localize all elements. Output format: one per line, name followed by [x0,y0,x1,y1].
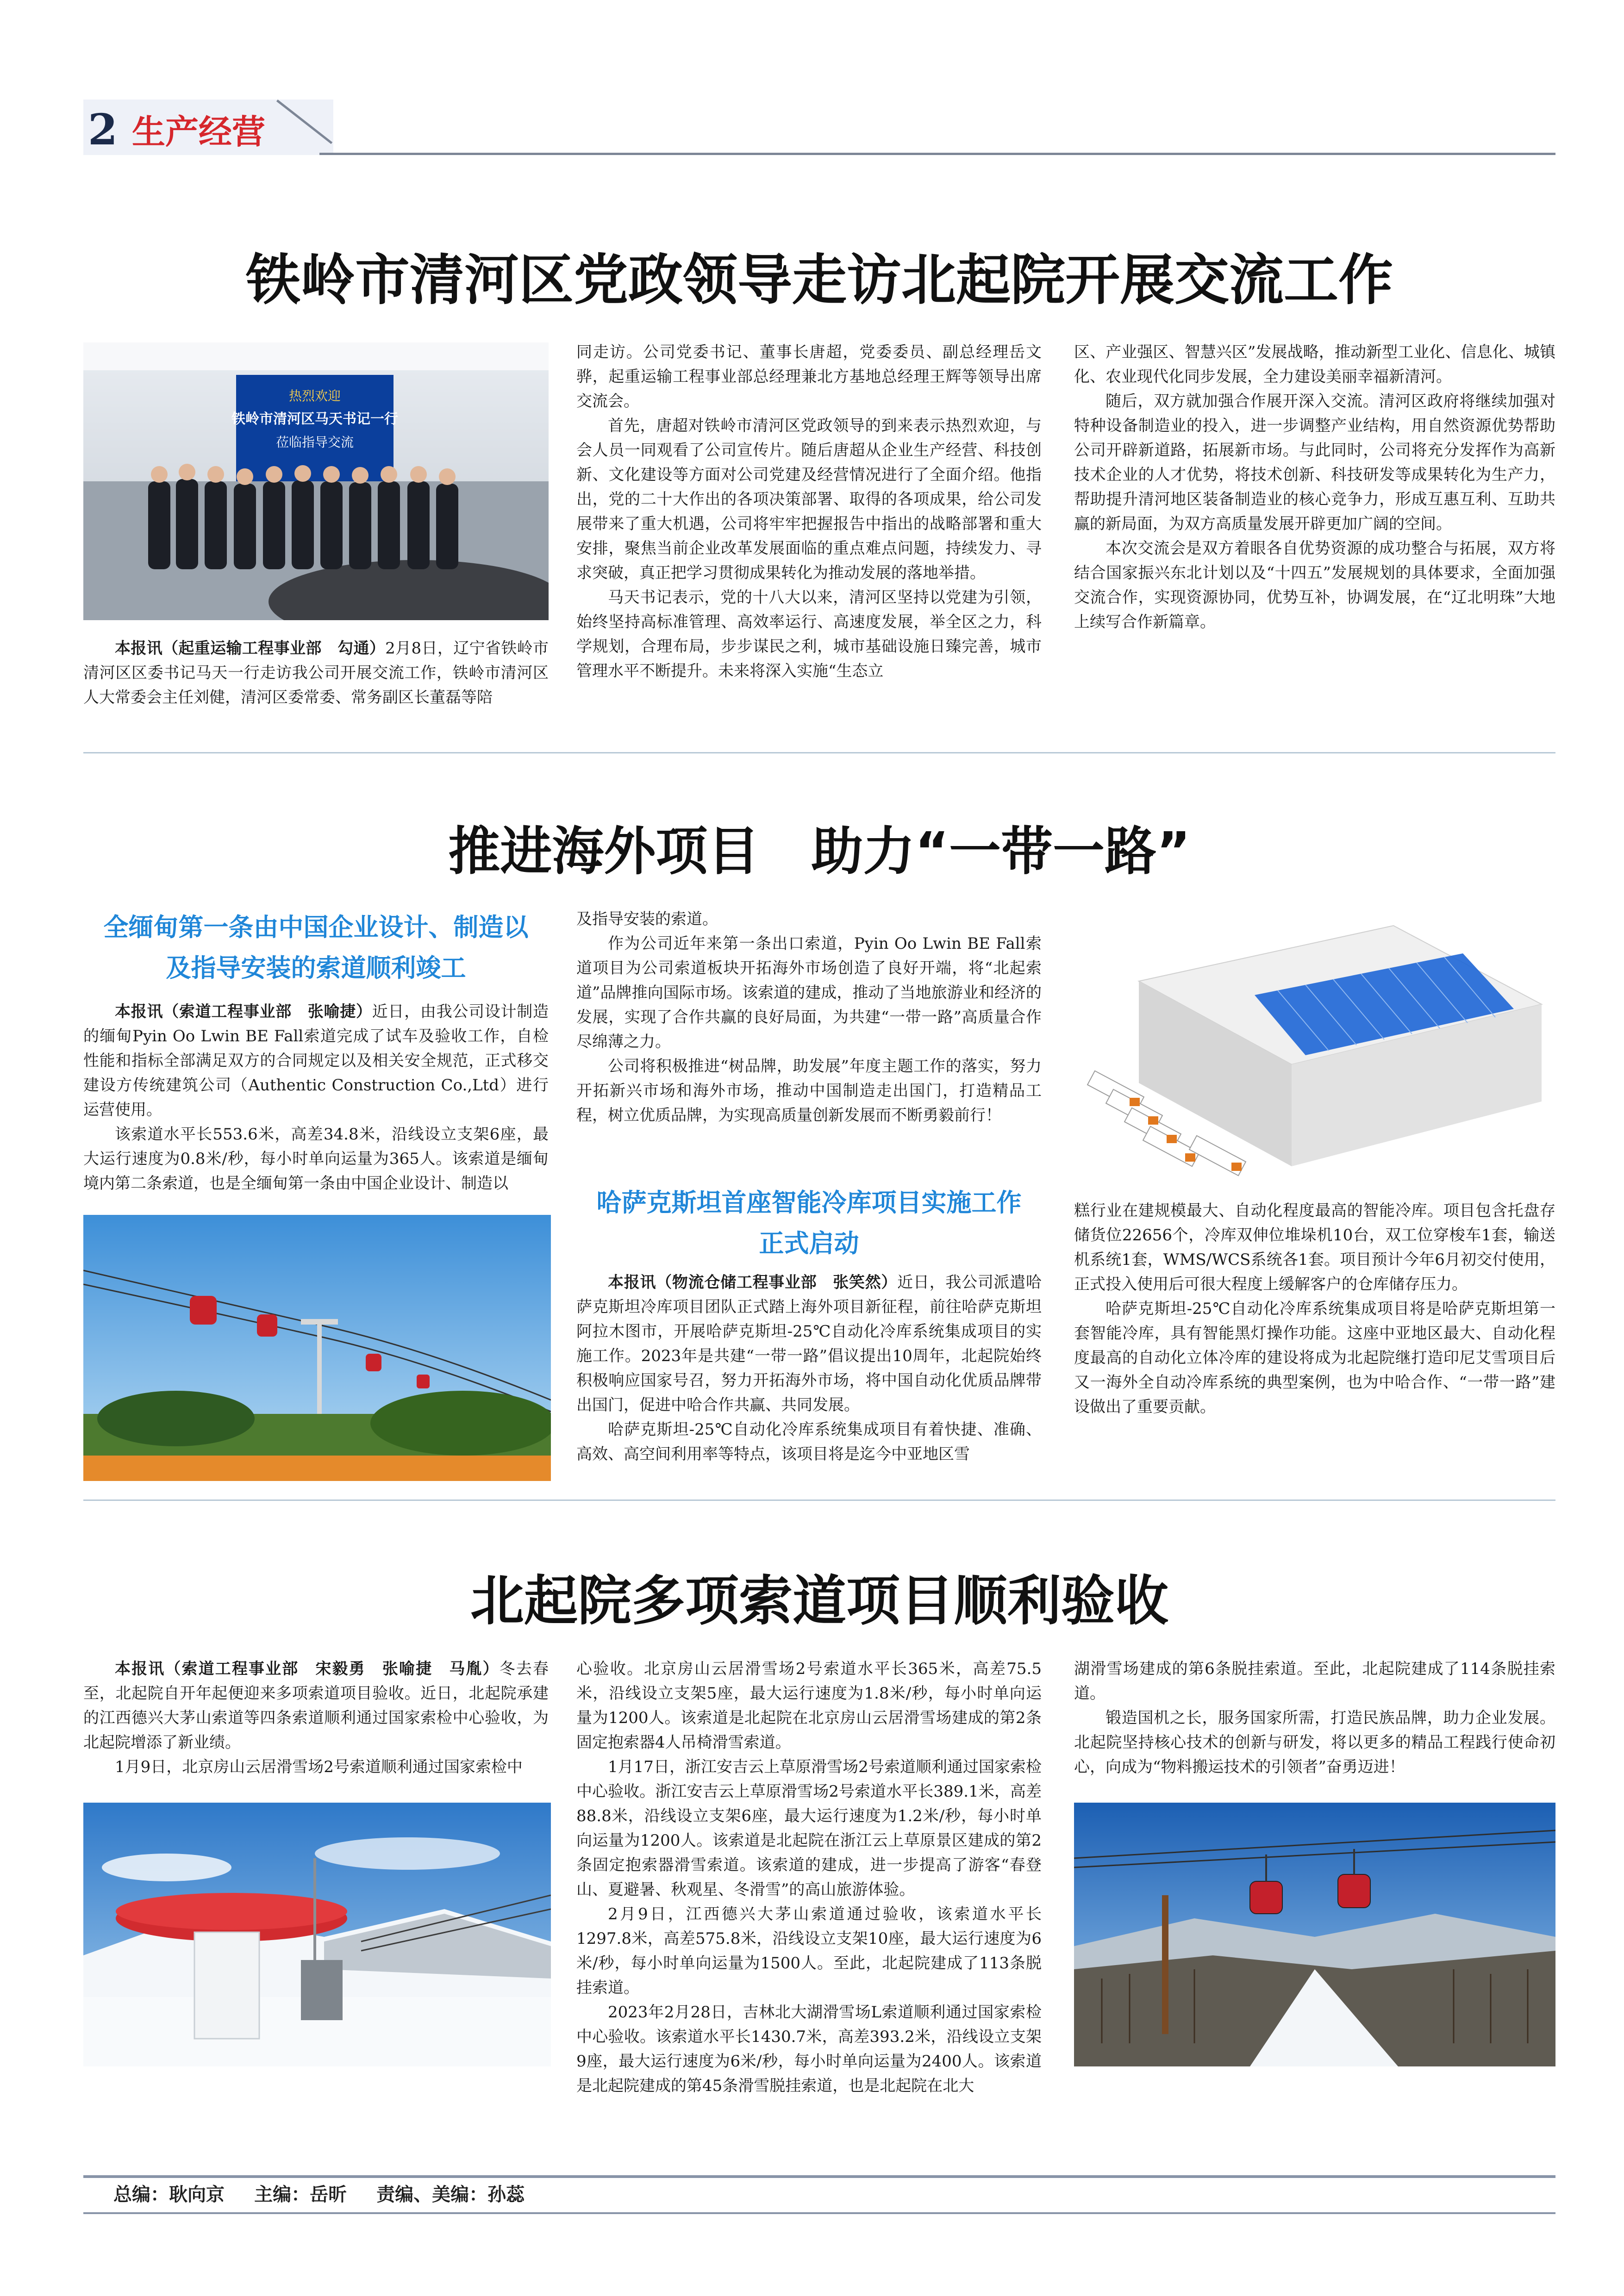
article2-sub2-p2: 哈萨克斯坦-25℃自动化冷库系统集成项目有着快捷、准确、高效、高空间利用率等特点，该项目将是迄今中亚地区雪 [576,1420,1042,1463]
article1-lead: 本报讯（起重运输工程事业部 勾通） [115,639,386,658]
article1-col3-p2: 随后，双方就加强合作展开深入交流。清河区政府将继续加强对特种设备制造业的投入，进一步调整产业结构，用自然资源优势帮助公司开辟新道路，拓展新市场。与此同时，公司将充分发挥作为高新技术企业的人才优势，将技术创新、科技研发等成果转化为生产力，帮助提升清河地区装备制造业的核心竞争力，形成互惠互利、互助共赢的新局面，为双方高质量发展开辟更加广阔的空间。 [1074,392,1555,533]
article1-column3 [1074,340,1555,635]
article3-col1 [83,1657,549,1780]
article3-mid-col [576,1657,1042,2098]
banner-line3: 莅临指导交流 [275,435,354,450]
art-editor: 责编、美编：孙蕊 [376,2184,525,2205]
article3-p2: 1月9日，北京房山云居滑雪场2号索道顺利通过国家索检中 [115,1758,523,1776]
article1-col2-p1: 同走访。公司党委书记、董事长唐超，党委委员、副总经理岳文骅，起重运输工程事业部总经理兼北方基地总经理王辉等领导出席交流会。 [576,343,1042,411]
article1-caption-body: 2月8日，辽宁省铁岭市清河区区委书记马天一行走访我公司开展交流工作，铁岭市清河区人大常委会主任刘健，清河区委常委、常务副区长董磊等陪 [83,639,549,707]
header-divider [319,153,1555,155]
article3-title: 北起院多项索道项目顺利验收 [470,1570,1168,1632]
cold-storage-render [1074,907,1555,1194]
article2-sub1-body [83,1000,549,1196]
article1-col2-p2: 首先，唐超对铁岭市清河区党政领导的到来表示热烈欢迎，与会人员一同观看了公司宣传片。随后唐超从企业生产经营、科技创新、文化建设等方面对公司党建及经营情况进行了全面介绍。他指出，党的二十大作出的各项决策部署、取得的各项成果，给公司发展带来了重大机遇，公司将牢牢把握报告中指出的战略部署和重大安排，聚焦当前企业改革发展面临的重点难点问题，持续发力、寻求突破，真正把学习贯彻成果转化为推动发展的落地举措。 [576,417,1042,582]
article3-mid-p3: 2月9日，江西德兴大茅山索道通过验收，该索道水平长1297.8米，高差575.8米，沿线设立支架10座，最大运行速度为6米/秒，每小时单向运量为1500人。至此，北起院建成了113条脱挂索道。 [576,1905,1042,1997]
gondola-ski-slope-photo [1074,1803,1555,2066]
article1-col2-p3: 马天书记表示，党的十八大以来，清河区坚持以党建为引领，始终坚持高标准管理、高效率运行、高速度发展，举全区之力，科学规划，合理布局，步步谋民之利，城市基础设施日臻完善，城市管理水平不断提升。未来将深入实施“生态立 [576,588,1042,680]
article2-sub1-line1: 全缅甸第一条由中国企业设计、制造以 [103,913,529,942]
ski-lift-station-photo [83,1803,551,2066]
article2-sub2-lead: 本报讯（物流仓储工程事业部 张笑然） [608,1273,898,1292]
article1-title: 铁岭市清河区党政领导走访北起院开展交流工作 [245,248,1393,312]
article3-lead: 本报讯（索道工程事业部 宋毅勇 张喻捷 马胤） [115,1660,500,1678]
article2-sub2 [576,1182,1042,1264]
article2-title: 推进海外项目 助力“一带一路” [448,821,1191,882]
section-title: 生产经营 [132,112,266,151]
article2-mid-col [576,907,1042,1128]
article1-col3-p1: 区、产业强区、智慧兴区”发展战略，推动新型工业化、信息化、城镇化、农业现代化同步发展，全力建设美丽幸福新清河。 [1074,343,1555,386]
article2-mid-p1: 及指导安装的索道。 [576,910,718,928]
article3-right-p2: 锻造国机之长，服务国家所需，打造民族品牌，助力企业发展。北起院坚持核心技术的创新与研发，将以更多的精品工程践行使命初心，向成为“物料搬运技术的引领者”奋勇迈进！ [1074,1709,1555,1776]
article2-sub1-line2: 及指导安装的索道顺利竣工 [166,953,466,983]
article2-right-p2: 哈萨克斯坦-25℃自动化冷库系统集成项目将是哈萨克斯坦第一套智能冷库，具有智能黑灯操作功能。这座中亚地区最大、自动化程度最高的自动化立体冷库的建设将成为北起院继打造印尼艾雪项目后又一海外全自动冷库系统的典型案例，也为中哈合作、“一带一路”建设做出了重要贡献。 [1074,1300,1555,1416]
chief-editor: 总编：耿向京 [113,2184,225,2205]
article1-col3-p3: 本次交流会是双方着眼各自优势资源的成功整合与拓展，双方将结合国家振兴东北计划以及“十四五”发展规划的具体要求，全面加强交流合作，实现资源协同，优势互补，协调发展，在“辽北明珠”大地上续写合作新篇章。 [1074,539,1555,631]
banner-line1: 热烈欢迎 [288,388,341,404]
article2-right-p1: 糕行业在建规模最大、自动化程度最高的智能冷库。项目包含托盘存储货位22656个，冷库双伸位堆垛机10台，双工位穿梭车1套，输送机系统1套，WMS/WCS系统各1套。项目预计今年6月初交付使用，正式投入使用后可很大程度上缓解客户的仓库储存压力。 [1074,1201,1555,1294]
article3-p1: 冬去春至，北起院自开年起便迎来多项索道项目验收。近日，北起院承建的江西德兴大茅山索道等四条索道顺利通过国家索检中心验收，为北起院增添了新业绩。 [83,1660,549,1752]
article1-caption [83,636,549,710]
article3-mid-p4: 2023年2月28日，吉林北大湖滑雪场L索道顺利通过国家索检中心验收。该索道水平长1430.7米，高差393.2米，沿线设立支架9座，最大运行速度为6米/秒，每小时单向运量为2400人。该索道是北起院建成的第45条滑雪脱挂索道，也是北起院在北大 [576,2003,1042,2095]
banner-line2: 铁岭市清河区马天书记一行 [231,411,398,427]
editor: 主编：岳昕 [254,2184,347,2205]
article2-mid-p3: 公司将积极推进“树品牌，助发展”年度主题工作的落实，努力开拓新兴市场和海外市场，推动中国制造走出国门，打造精品工程，树立优质品牌，为实现高质量创新发展而不断勇毅前行！ [576,1057,1042,1125]
article2-sub1-p2: 该索道水平长553.6米，高差34.8米，沿线设立支架6座，最大运行速度为0.8米/秒，每小时单向运量为365人。该索道是缅甸境内第二条索道，也是全缅甸第一条由中国企业设计、制造以 [83,1125,549,1193]
article3-mid-p2: 1月17日，浙江安吉云上草原滑雪场2号索道顺利通过国家索检中心验收。浙江安吉云上草原滑雪场2号索道水平长389.1米，高差88.8米，沿线设立支架6座，最大运行速度为1.2米/秒，每小时单向运量为1200人。该索道是北起院在浙江云上草原景区建成的第2条固定抱索器滑雪索道。该索道的建成，进一步提高了游客“春登山、夏避暑、秋观星、冬滑雪”的高山旅游体验。 [576,1758,1042,1899]
article3-mid-p1: 心验收。北京房山云居滑雪场2号索道水平长365米，高差75.5米，沿线设立支架5座，最大运行速度为1.8米/秒，每小时单向运量为1200人。该索道是北起院在北京房山云居滑雪场建成的第2条固定抱索器4人吊椅滑雪索道。 [576,1660,1042,1752]
page-number: 2 [88,105,118,155]
article2-sub1-p1: 近日，由我公司设计制造的缅甸Pyin Oo Lwin BE Fall索道完成了试车及验收工作，自检性能和指标全部满足双方的合同规定以及相关安全规范，正式移交建设方传统建筑公司（Authentic Construction Co.,Ltd）进行运营使用。 [83,1002,549,1119]
footer-rule-top [83,2175,1555,2178]
article3-right-col [1074,1657,1555,1780]
divider [83,752,1555,753]
masthead-credits [113,2181,543,2209]
article1-column2 [576,340,1042,684]
footer-rule-bottom [83,2212,1555,2214]
article2-right-col [1074,1199,1555,1419]
article2-sub2-p1: 近日，我公司派遣哈萨克斯坦冷库项目团队正式踏上海外项目新征程，前往哈萨克斯坦阿拉木图市，开展哈萨克斯坦-25℃自动化冷库系统集成项目的实施工作。2023年是共建“一带一路”倡议提出10周年，北起院始终积极响应国家号召，努力开拓海外市场，将中国自动化优质品牌带出国门，促进中哈合作共赢、共同发展。 [576,1273,1042,1414]
article3-right-p1: 湖滑雪场建成的第6条脱挂索道。至此，北起院建成了114条脱挂索道。 [1074,1660,1555,1703]
article2-sub2-body [576,1270,1042,1467]
article2-sub2-line2: 正式启动 [759,1229,859,1258]
article2-sub1 [83,907,549,989]
article2-sub1-lead: 本报讯（索道工程事业部 张喻捷） [115,1002,372,1021]
article2-mid-p2: 作为公司近年来第一条出口索道，Pyin Oo Lwin BE Fall索道项目为公司索道板块开拓海外市场创造了良好开端，将“北起索道”品牌推向国际市场。该索道的建成，推动了当地旅游业和经济的发展，实现了合作共赢的良好局面，为共建“一带一路”高质量合作尽绵薄之力。 [576,934,1042,1051]
meeting-photo [83,342,549,620]
article2-sub2-line1: 哈萨克斯坦首座智能冷库项目实施工作 [596,1188,1022,1217]
divider [83,1500,1555,1501]
cable-car-photo [83,1215,551,1481]
